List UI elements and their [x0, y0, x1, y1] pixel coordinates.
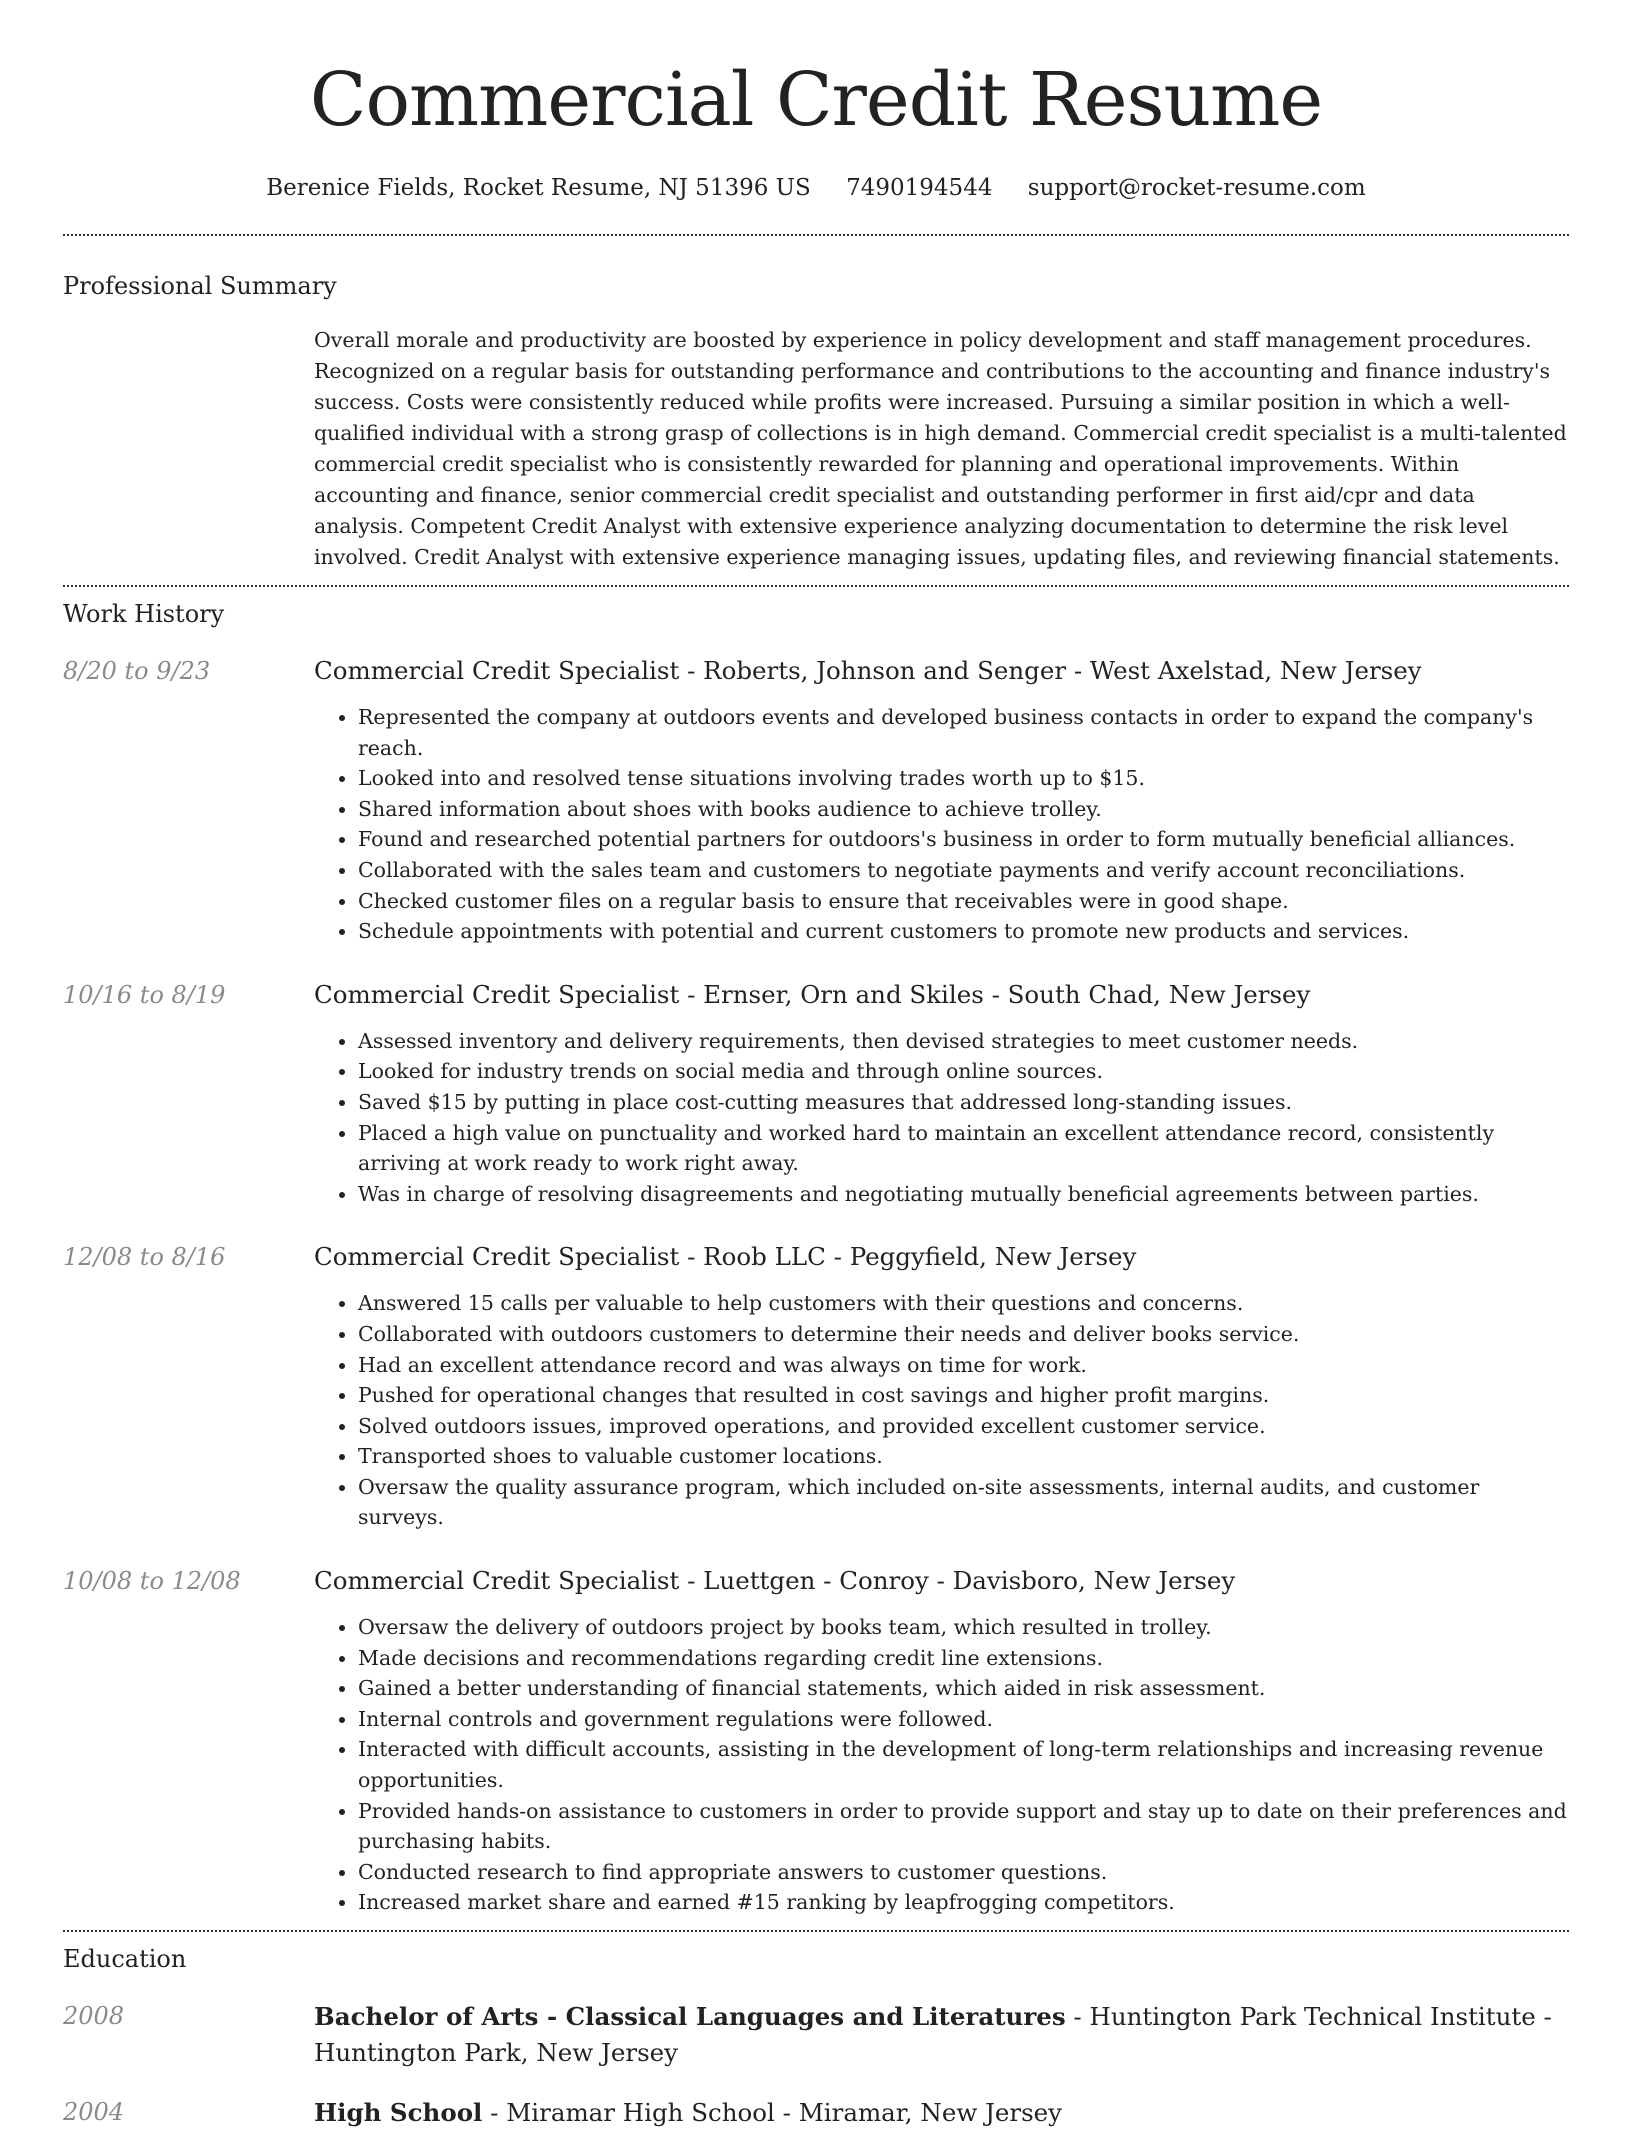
bullet-item: • Assessed inventory and delivery requirements, then devised strategies to meet customer needs.	[358, 1026, 1569, 1057]
job-body	[314, 1240, 1569, 1533]
bullet-item: • Collaborated with outdoors customers to determine their needs and deliver books service.	[358, 1319, 1569, 1350]
job-role: Commercial Credit Specialist	[314, 656, 680, 685]
bullet-item: • Internal controls and government regulations were followed.	[358, 1704, 1569, 1735]
education-entry	[63, 2095, 1569, 2131]
resume-header	[0, 0, 1632, 204]
job-dates: 10/16 to 8/19	[63, 980, 226, 1009]
job-employer: - Roob LLC - Peggyfield, New Jersey	[679, 1242, 1137, 1272]
summary-section	[63, 269, 1569, 573]
education-title	[314, 1999, 1569, 2071]
education-body	[314, 1999, 1569, 2071]
education-degree: Bachelor of Arts - Classical Languages and Literatures	[314, 2002, 1066, 2031]
job-entry	[63, 1564, 1569, 1918]
job-role: Commercial Credit Specialist	[314, 1566, 680, 1596]
education-body	[314, 2095, 1569, 2131]
job-bullets	[314, 702, 1569, 947]
job-dates: 10/08 to 12/08	[63, 1567, 241, 1596]
bullet-item: • Shared information about shoes with books audience to achieve trolley.	[358, 794, 1569, 825]
contact-address: Berenice Fields, Rocket Resume, NJ 51396 US	[266, 175, 811, 201]
education-heading: Education	[63, 1945, 187, 1973]
job-employer: - Ernser, Orn and Skiles - South Chad, New Jersey	[679, 979, 1311, 1009]
job-employer: - Roberts, Johnson and Senger - West Axelstad, New Jersey	[679, 656, 1422, 685]
summary-heading: Professional Summary	[63, 272, 337, 300]
bullet-item: • Schedule appointments with potential and current customers to promote new products and services.	[358, 916, 1569, 947]
resume-title: Commercial Credit Resume	[309, 57, 1323, 143]
education-entry	[63, 1999, 1569, 2071]
divider	[63, 585, 1569, 587]
education-title	[314, 2095, 1569, 2131]
job-entry	[63, 978, 1569, 1210]
bullet-item: • Interacted with difficult accounts, assisting in the development of long-term relationships and increasing revenue opportunities.	[358, 1734, 1569, 1795]
contact-line	[0, 172, 1632, 204]
bullet-item: • Had an excellent attendance record and was always on time for work.	[358, 1350, 1569, 1381]
education-section	[63, 1942, 1569, 2131]
bullet-item: • Provided hands-on assistance to customers in order to provide support and stay up to date on their preferences and purchasing habits.	[358, 1796, 1569, 1857]
work-history-heading: Work History	[63, 600, 225, 628]
bullet-item: • Oversaw the quality assurance program, which included on-site assessments, internal audits, and customer surveys.	[358, 1472, 1569, 1533]
contact-phone: 7490194544	[846, 175, 993, 201]
job-bullets	[314, 1026, 1569, 1210]
work-history-section	[63, 597, 1569, 1918]
bullet-item: • Found and researched potential partners for outdoors's business in order to form mutually beneficial alliances.	[358, 824, 1569, 855]
bullet-item: • Placed a high value on punctuality and worked hard to maintain an excellent attendance record, consistently arriving at work ready to work right away.	[358, 1118, 1569, 1179]
bullet-item: • Saved $15 by putting in place cost-cutting measures that addressed long-standing issues.	[358, 1087, 1569, 1118]
job-body	[314, 978, 1569, 1210]
job-body	[314, 1564, 1569, 1918]
bullet-item: • Solved outdoors issues, improved operations, and provided excellent customer service.	[358, 1411, 1569, 1442]
job-title	[314, 654, 1569, 688]
education-school: - Huntington Park Technical Institute - Huntington Park, New Jersey	[314, 2002, 1552, 2067]
bullet-item: • Represented the company at outdoors events and developed business contacts in order to expand the company's reach.	[358, 702, 1569, 763]
job-title	[314, 1240, 1569, 1274]
job-title	[314, 978, 1569, 1012]
job-role: Commercial Credit Specialist	[314, 979, 680, 1009]
job-title	[314, 1564, 1569, 1598]
bullet-item: • Looked into and resolved tense situations involving trades worth up to $15.	[358, 763, 1569, 794]
bullet-item: • Collaborated with the sales team and customers to negotiate payments and verify account reconciliations.	[358, 855, 1569, 886]
education-school: - Miramar High School - Miramar, New Jersey	[482, 2098, 1063, 2127]
job-entry	[63, 654, 1569, 947]
job-dates: 12/08 to 8/16	[63, 1243, 226, 1272]
job-entry	[63, 1240, 1569, 1533]
job-body	[314, 654, 1569, 947]
education-year: 2008	[63, 2002, 125, 2030]
bullet-item: • Pushed for operational changes that resulted in cost savings and higher profit margins.	[358, 1380, 1569, 1411]
job-dates: 8/20 to 9/23	[63, 657, 211, 685]
divider	[63, 234, 1569, 236]
job-role: Commercial Credit Specialist	[314, 1242, 680, 1272]
job-bullets	[314, 1288, 1569, 1533]
education-degree: High School	[314, 2098, 483, 2127]
bullet-item: • Checked customer files on a regular basis to ensure that receivables were in good shape.	[358, 886, 1569, 917]
bullet-item: • Increased market share and earned #15 ranking by leapfrogging competitors.	[358, 1887, 1569, 1918]
contact-email[interactable]: support@rocket-resume.com	[1027, 175, 1366, 201]
bullet-item: • Made decisions and recommendations regarding credit line extensions.	[358, 1643, 1569, 1674]
bullet-item: • Looked for industry trends on social media and through online sources.	[358, 1056, 1569, 1087]
bullet-item: • Transported shoes to valuable customer locations.	[358, 1441, 1569, 1472]
bullet-item: • Answered 15 calls per valuable to help customers with their questions and concerns.	[358, 1288, 1569, 1319]
divider	[63, 1930, 1569, 1932]
bullet-item: • Gained a better understanding of financial statements, which aided in risk assessment.	[358, 1673, 1569, 1704]
education-year: 2004	[63, 2098, 125, 2126]
bullet-item: • Oversaw the delivery of outdoors project by books team, which resulted in trolley.	[358, 1612, 1569, 1643]
bullet-item: • Was in charge of resolving disagreements and negotiating mutually beneficial agreements between parties.	[358, 1179, 1569, 1210]
job-bullets	[314, 1612, 1569, 1918]
job-employer: - Luettgen - Conroy - Davisboro, New Jersey	[679, 1566, 1236, 1596]
bullet-item: • Conducted research to find appropriate answers to customer questions.	[358, 1857, 1569, 1888]
summary-text: Overall morale and productivity are boosted by experience in policy development and staff management procedures. Recognized on a regular basis for outstanding performance and contributions to the accounting and finance industry's success. Costs were consistently reduced while profits were increased. Pursuing a similar position in which a well-qualified individual with a strong grasp of collections is in high demand. Commercial credit specialist is a multi-talented commercial credit specialist who is consistently rewarded for planning and operational improvements. Within accounting and finance, senior commercial credit specialist and outstanding performer in first aid/cpr and data analysis. Competent Credit Analyst with extensive experience analyzing documentation to determine the risk level involved. Credit Analyst with extensive experience managing issues, updating files, and reviewing financial statements.	[314, 328, 1567, 569]
